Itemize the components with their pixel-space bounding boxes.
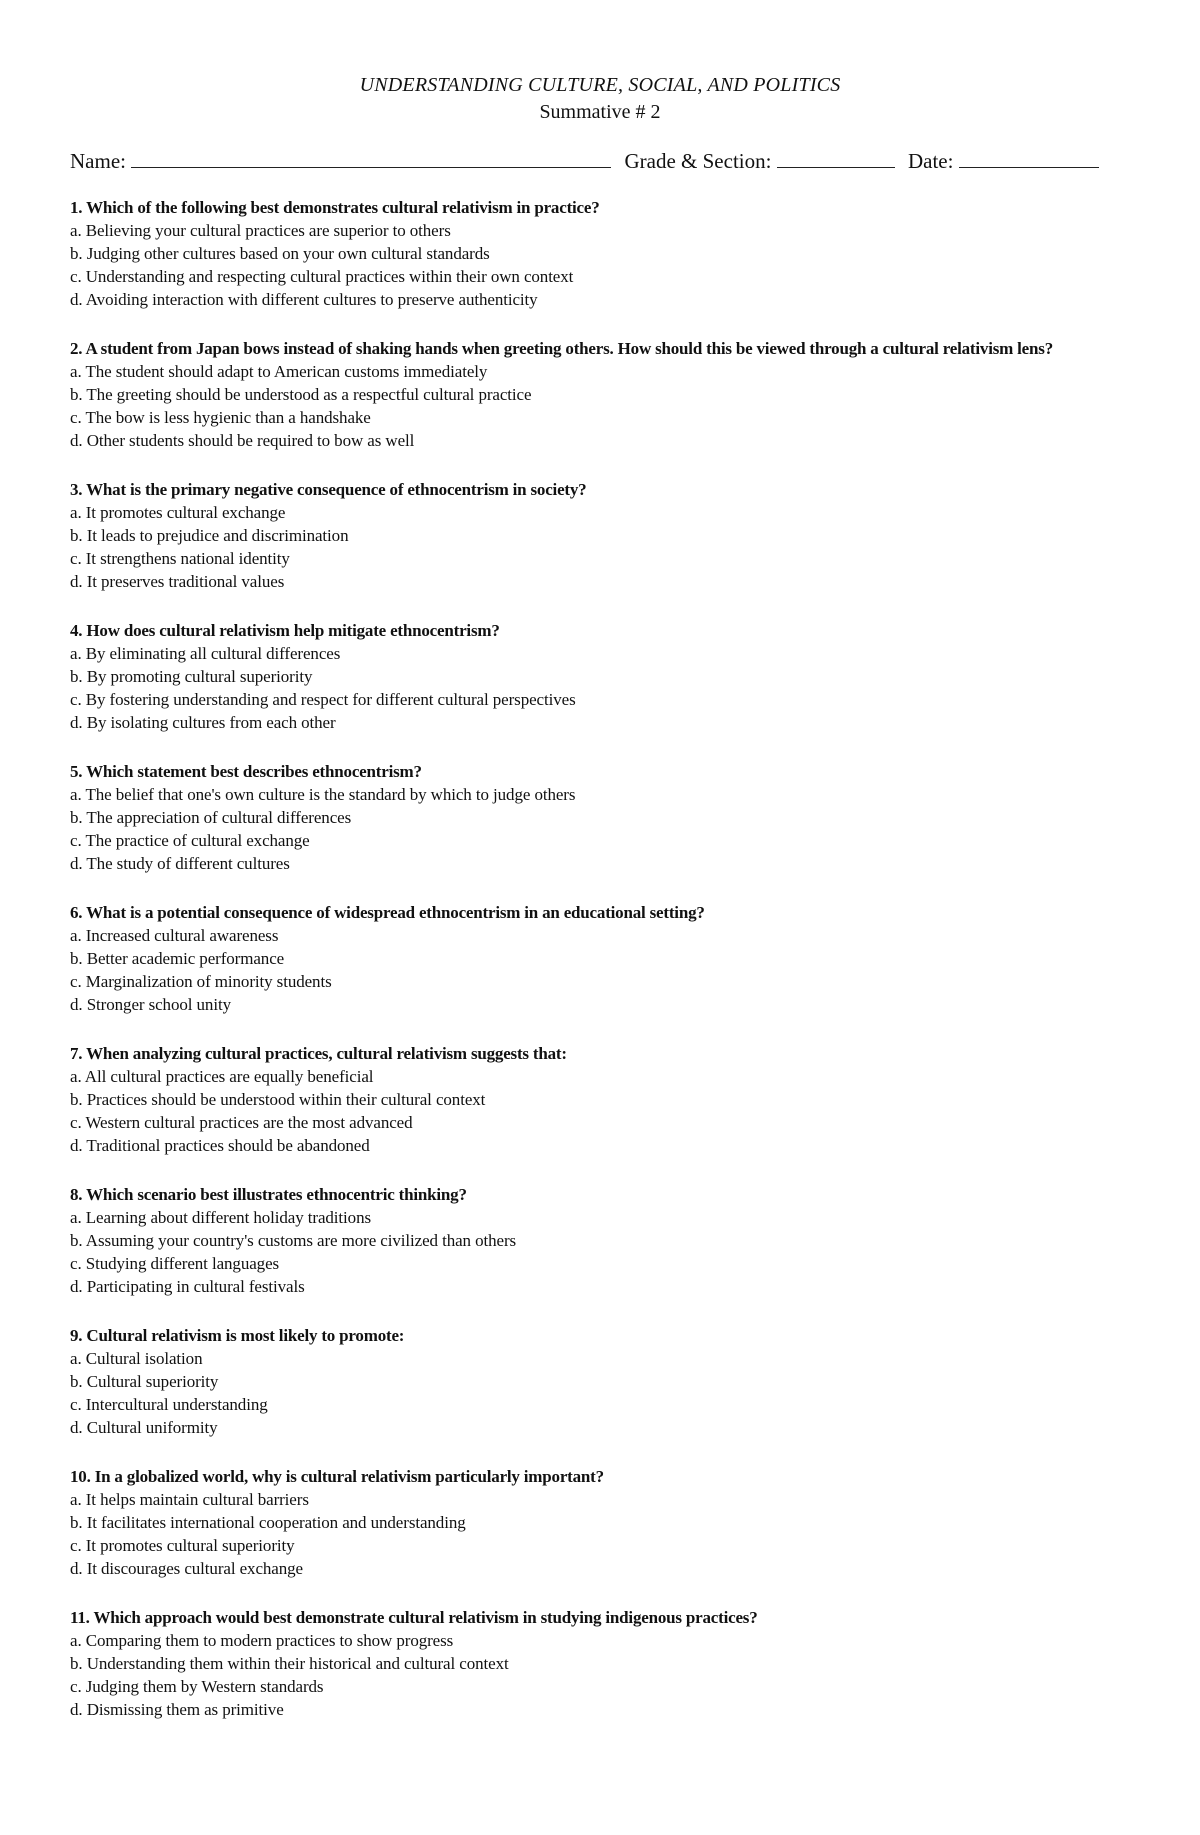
question-block bbox=[70, 901, 1130, 1016]
question-text: 3. What is the primary negative consequence of ethnocentrism in society? bbox=[70, 480, 587, 499]
question-block bbox=[70, 619, 1130, 734]
answer-choice: d. It preserves traditional values bbox=[70, 572, 285, 591]
question-block bbox=[70, 1465, 1130, 1580]
question-block bbox=[70, 760, 1130, 875]
header bbox=[70, 72, 1130, 126]
answer-choice: c. Western cultural practices are the most advanced bbox=[70, 1113, 413, 1132]
answer-choice: b. The greeting should be understood as a respectful cultural practice bbox=[70, 385, 532, 404]
answer-choice: d. By isolating cultures from each other bbox=[70, 713, 336, 732]
question-text: 11. Which approach would best demonstrate cultural relativism in studying indigenous practices? bbox=[70, 1608, 758, 1627]
answer-choice: c. The practice of cultural exchange bbox=[70, 831, 310, 850]
answer-choice: c. Intercultural understanding bbox=[70, 1395, 268, 1414]
course-title: UNDERSTANDING CULTURE, SOCIAL, AND POLITICS bbox=[359, 74, 841, 96]
answer-choice: a. Comparing them to modern practices to show progress bbox=[70, 1631, 454, 1650]
grade-section-label: Grade & Section: bbox=[624, 149, 772, 173]
date-blank[interactable] bbox=[959, 147, 1099, 168]
answer-choice: c. Understanding and respecting cultural practices within their own context bbox=[70, 267, 574, 286]
answer-choice: b. Judging other cultures based on your own cultural standards bbox=[70, 244, 490, 263]
answer-choice: c. Marginalization of minority students bbox=[70, 972, 332, 991]
student-info-line bbox=[70, 146, 1130, 176]
answer-choice: a. Increased cultural awareness bbox=[70, 926, 279, 945]
answer-choice: d. Cultural uniformity bbox=[70, 1418, 218, 1437]
name-blank[interactable] bbox=[131, 147, 611, 168]
question-text: 2. A student from Japan bows instead of shaking hands when greeting others. How should this be viewed through a cultural relativism lens? bbox=[70, 339, 1053, 358]
question-block bbox=[70, 1324, 1130, 1439]
answer-choice: d. It discourages cultural exchange bbox=[70, 1559, 303, 1578]
grade-section-blank[interactable] bbox=[777, 147, 895, 168]
question-block bbox=[70, 1042, 1130, 1157]
question-text: 6. What is a potential consequence of widespread ethnocentrism in an educational setting? bbox=[70, 903, 705, 922]
question-text: 7. When analyzing cultural practices, cultural relativism suggests that: bbox=[70, 1044, 567, 1063]
answer-choice: d. Stronger school unity bbox=[70, 995, 231, 1014]
answer-choice: d. Traditional practices should be abandoned bbox=[70, 1136, 370, 1155]
question-text: 4. How does cultural relativism help mitigate ethnocentrism? bbox=[70, 621, 500, 640]
name-label: Name: bbox=[70, 149, 126, 173]
answer-choice: d. Dismissing them as primitive bbox=[70, 1700, 284, 1719]
question-text: 8. Which scenario best illustrates ethnocentric thinking? bbox=[70, 1185, 467, 1204]
question-block bbox=[70, 478, 1130, 593]
answer-choice: b. By promoting cultural superiority bbox=[70, 667, 313, 686]
question-list bbox=[70, 196, 1130, 1721]
answer-choice: a. Learning about different holiday traditions bbox=[70, 1208, 371, 1227]
answer-choice: c. By fostering understanding and respect for different cultural perspectives bbox=[70, 690, 576, 709]
answer-choice: b. It facilitates international cooperation and understanding bbox=[70, 1513, 466, 1532]
date-label: Date: bbox=[907, 149, 954, 173]
question-text: 9. Cultural relativism is most likely to promote: bbox=[70, 1326, 405, 1345]
answer-choice: c. It strengthens national identity bbox=[70, 549, 290, 568]
answer-choice: a. The student should adapt to American customs immediately bbox=[70, 362, 488, 381]
question-block bbox=[70, 337, 1130, 452]
answer-choice: a. The belief that one's own culture is the standard by which to judge others bbox=[70, 785, 576, 804]
answer-choice: b. Understanding them within their historical and cultural context bbox=[70, 1654, 509, 1673]
question-block bbox=[70, 1183, 1130, 1298]
answer-choice: c. Judging them by Western standards bbox=[70, 1677, 324, 1696]
question-text: 10. In a globalized world, why is cultural relativism particularly important? bbox=[70, 1467, 604, 1486]
answer-choice: b. Assuming your country's customs are more civilized than others bbox=[70, 1231, 517, 1250]
question-text: 5. Which statement best describes ethnocentrism? bbox=[70, 762, 422, 781]
question-text: 1. Which of the following best demonstrates cultural relativism in practice? bbox=[70, 198, 600, 217]
answer-choice: c. It promotes cultural superiority bbox=[70, 1536, 295, 1555]
answer-choice: d. Other students should be required to bow as well bbox=[70, 431, 415, 450]
answer-choice: b. It leads to prejudice and discrimination bbox=[70, 526, 349, 545]
exam-title: Summative # 2 bbox=[539, 101, 661, 123]
answer-choice: a. It promotes cultural exchange bbox=[70, 503, 286, 522]
answer-choice: a. By eliminating all cultural differences bbox=[70, 644, 341, 663]
answer-choice: d. Avoiding interaction with different cultures to preserve authenticity bbox=[70, 290, 538, 309]
question-block bbox=[70, 1606, 1130, 1721]
answer-choice: a. Believing your cultural practices are superior to others bbox=[70, 221, 451, 240]
answer-choice: c. The bow is less hygienic than a handshake bbox=[70, 408, 371, 427]
answer-choice: a. All cultural practices are equally beneficial bbox=[70, 1067, 374, 1086]
answer-choice: b. Practices should be understood within their cultural context bbox=[70, 1090, 486, 1109]
answer-choice: d. Participating in cultural festivals bbox=[70, 1277, 305, 1296]
answer-choice: b. Better academic performance bbox=[70, 949, 285, 968]
question-block bbox=[70, 196, 1130, 311]
answer-choice: a. Cultural isolation bbox=[70, 1349, 203, 1368]
answer-choice: a. It helps maintain cultural barriers bbox=[70, 1490, 309, 1509]
answer-choice: c. Studying different languages bbox=[70, 1254, 280, 1273]
answer-choice: b. Cultural superiority bbox=[70, 1372, 219, 1391]
answer-choice: b. The appreciation of cultural differences bbox=[70, 808, 352, 827]
answer-choice: d. The study of different cultures bbox=[70, 854, 290, 873]
